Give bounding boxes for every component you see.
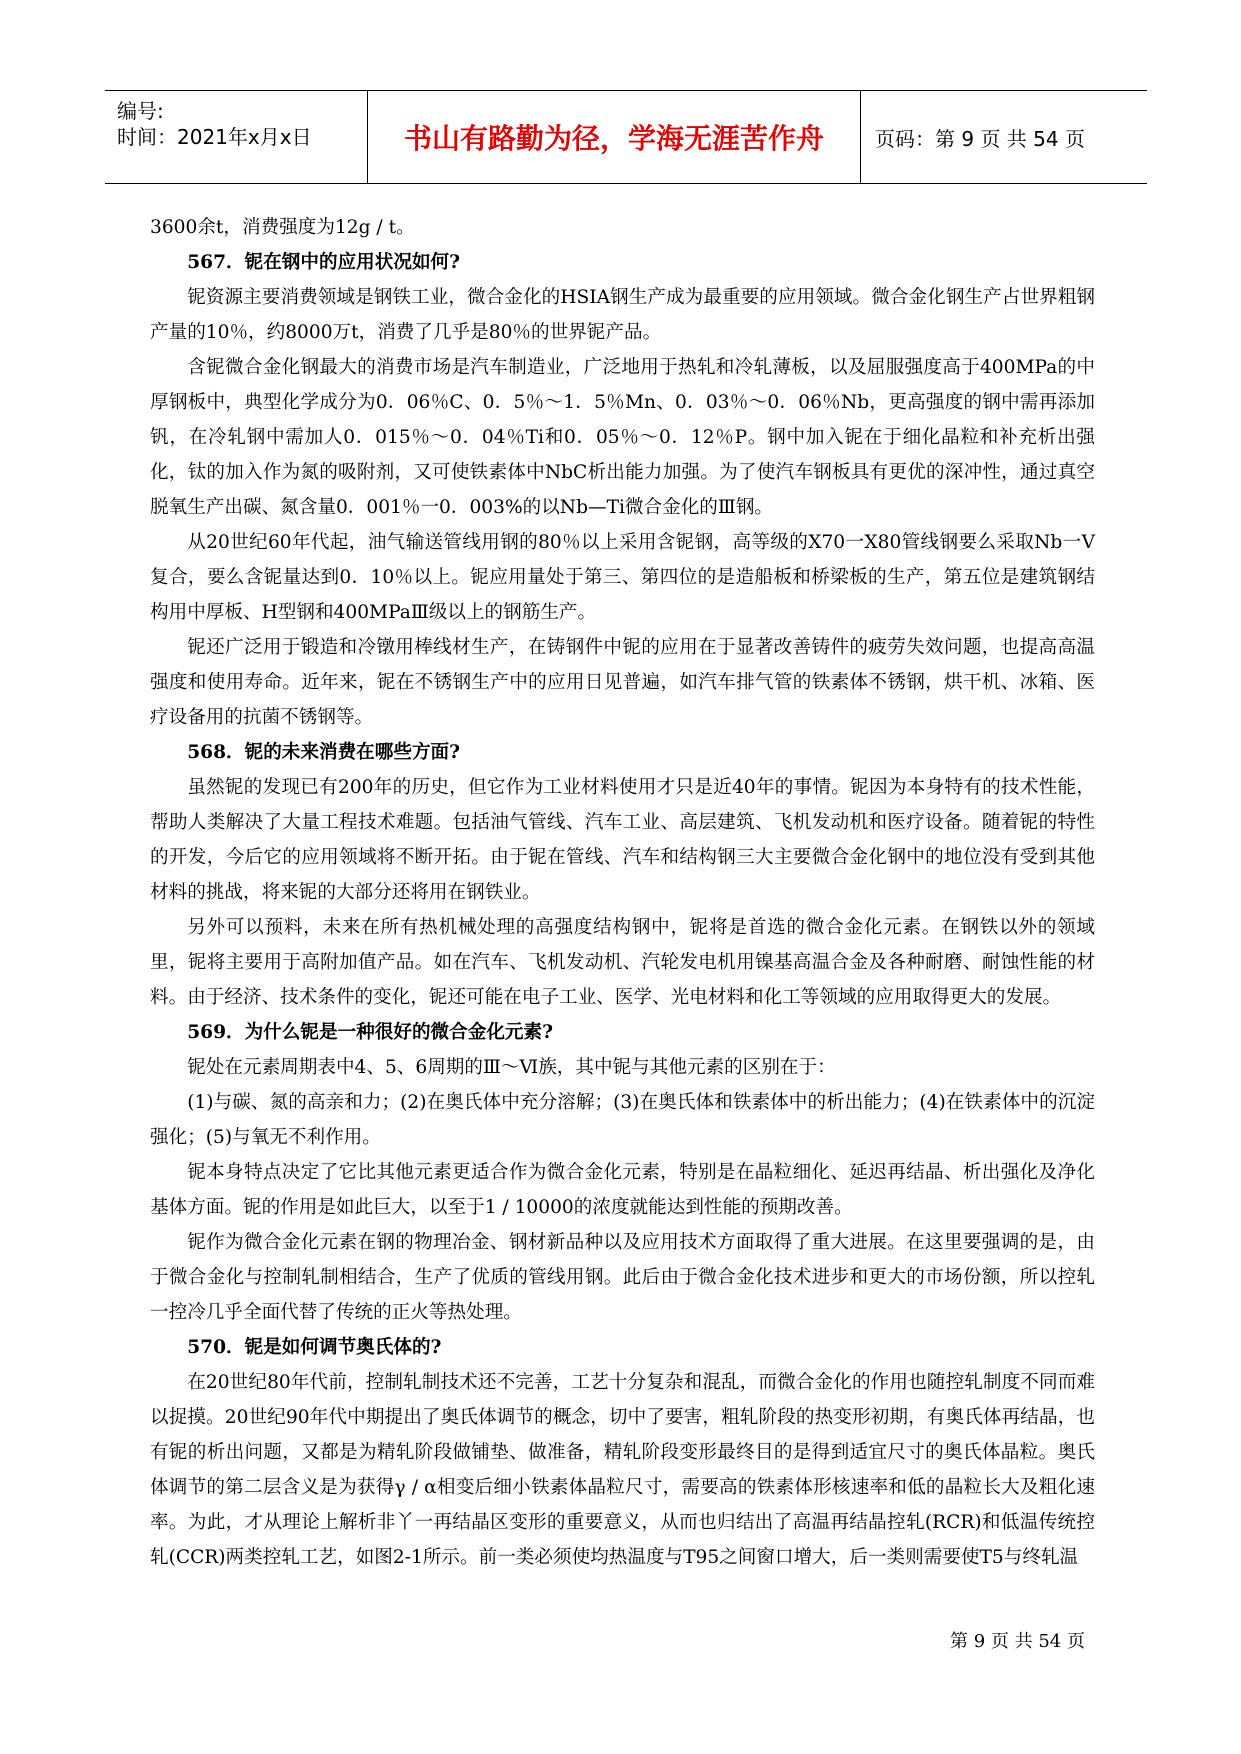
question-heading-567: 567．铌在钢中的应用状况如何? xyxy=(187,252,461,273)
header-left-cell xyxy=(105,91,365,183)
document-number-label: 编号: xyxy=(117,99,164,123)
paragraph: 虽然铌的发现已有200年的历史，但它作为工业材料使用才只是近40年的事情。铌因为本身特有的技术性能，帮助人类解决了大量工程技术难题。包括油气管线、汽车工业、高层建筑、飞机发动机和医疗设备。随着铌的特性的开发，今后它的应用领域将不断开拓。由于铌在管线、汽车和结构钢三大主要微合金化钢中的地位没有受到其他材料的挑战，将来铌的大部分还将用在钢铁业。 xyxy=(150,777,1095,903)
header-page-label: 页码：第 9 页 共 54 页 xyxy=(875,127,1085,151)
question-heading-570: 570．铌是如何调节奥氏体的? xyxy=(187,1337,442,1358)
header-motto: 书山有路勤为径，学海无涯苦作舟 xyxy=(403,122,824,155)
page-footer: 第 9 页 共 54 页 xyxy=(950,1631,1085,1652)
page-header xyxy=(105,90,1147,184)
document-body xyxy=(150,210,1095,1575)
paragraph: 另外可以预料，未来在所有热机械处理的高强度结构钢中，铌将是首选的微合金化元素。在钢铁以外的领域里，铌将主要用于高附加值产品。如在汽车、飞机发动机、汽轮发电机用镍基高温合金及各种耐磨、耐蚀性能的材料。由于经济、技术条件的变化，铌还可能在电子工业、医学、光电材料和化工等领域的应用取得更大的发展。 xyxy=(150,917,1095,1008)
header-right-cell xyxy=(861,91,1147,183)
document-time-label: 时间：2021年x月x日 xyxy=(117,125,312,149)
header-center-cell xyxy=(367,91,861,183)
paragraph: 从20世纪60年代起，油气输送管线用钢的80％以上采用含铌钢，高等级的X70一X80管线钢要么采取Nb一V复合，要么含铌量达到0．10％以上。铌应用量处于第三、第四位的是造船板和桥梁板的生产，第五位是建筑钢结构用中厚板、H型钢和400MPaⅢ级以上的钢筋生产。 xyxy=(150,532,1095,623)
paragraph: 铌本身特点决定了它比其他元素更适合作为微合金化元素，特别是在晶粒细化、延迟再结晶、析出强化及净化基体方面。铌的作用是如此巨大，以至于1 / 10000的浓度就能达到性能的预期改善。 xyxy=(150,1162,1095,1218)
paragraph: 铌处在元素周期表中4、5、6周期的Ⅲ～Ⅵ族，其中铌与其他元素的区别在于： xyxy=(187,1057,836,1078)
paragraph: 铌还广泛用于锻造和冷镦用棒线材生产，在铸钢件中铌的应用在于显著改善铸件的疲劳失效问题，也提高高温强度和使用寿命。近年来，铌在不锈钢生产中的应用日见普遍，如汽车排气管的铁素体不锈钢，烘干机、冰箱、医疗设备用的抗菌不锈钢等。 xyxy=(150,637,1095,728)
paragraph: 3600余t，消费强度为12g / t。 xyxy=(150,217,415,238)
paragraph: 铌资源主要消费领域是钢铁工业，微合金化的HSIA钢生产成为最重要的应用领域。微合金化钢生产占世界粗钢产量的10％，约8000万t，消费了几乎是80％的世界铌产品。 xyxy=(150,287,1095,343)
paragraph: 含铌微合金化钢最大的消费市场是汽车制造业，广泛地用于热轧和冷轧薄板，以及屈服强度高于400MPa的中厚钢板中，典型化学成分为0．06％C、0．5％～1．5％Mn、0．03％～0．06％Nb，更高强度的钢中需再添加钒，在冷轧钢中需加人0．015％～0．04％Ti和0．05％～0．12％P。钢中加入铌在于细化晶粒和补充析出强化，钛的加入作为氮的吸附剂，又可使铁素体中NbC析出能力加强。为了使汽车钢板具有更优的深冲性，通过真空脱氧生产出碳、氮含量0．001％一0．003%的以Nb—Ti微合金化的Ⅲ钢。 xyxy=(150,357,1095,518)
question-heading-568: 568．铌的未来消费在哪些方面? xyxy=(187,742,461,763)
paragraph: 铌作为微合金化元素在钢的物理冶金、钢材新品种以及应用技术方面取得了重大进展。在这里要强调的是，由于微合金化与控制轧制相结合，生产了优质的管线用钢。此后由于微合金化技术进步和更大的市场份额，所以控轧一控冷几乎全面代替了传统的正火等热处理。 xyxy=(150,1232,1095,1323)
paragraph: (1)与碳、氮的高亲和力；(2)在奥氏体中充分溶解；(3)在奥氏体和铁素体中的析出能力；(4)在铁素体中的沉淀强化；(5)与氧无不利作用。 xyxy=(150,1092,1095,1148)
question-heading-569: 569．为什么铌是一种很好的微合金化元素? xyxy=(187,1022,553,1043)
paragraph: 在20世纪80年代前，控制轧制技术还不完善，工艺十分复杂和混乱，而微合金化的作用也随控轧制度不同而难以捉摸。20世纪90年代中期提出了奥氏体调节的概念，切中了要害，粗轧阶段的热变形初期，有奥氏体再结晶，也有铌的析出问题，又都是为精轧阶段做铺垫、做准备，精轧阶段变形最终目的是得到适宜尺寸的奥氏体晶粒。奥氏体调节的第二层含义是为获得γ / α相变后细小铁素体晶粒尺寸，需要高的铁素体形核速率和低的晶粒长大及粗化速率。为此，才从理论上解析非丫一再结晶区变形的重要意义，从而也归结出了高温再结晶控轧(RCR)和低温传统控轧(CCR)两类控轧工艺，如图2-1所示。前一类必须使均热温度与T95之间窗口增大，后一类则需要使T5与终轧温 xyxy=(150,1372,1095,1568)
